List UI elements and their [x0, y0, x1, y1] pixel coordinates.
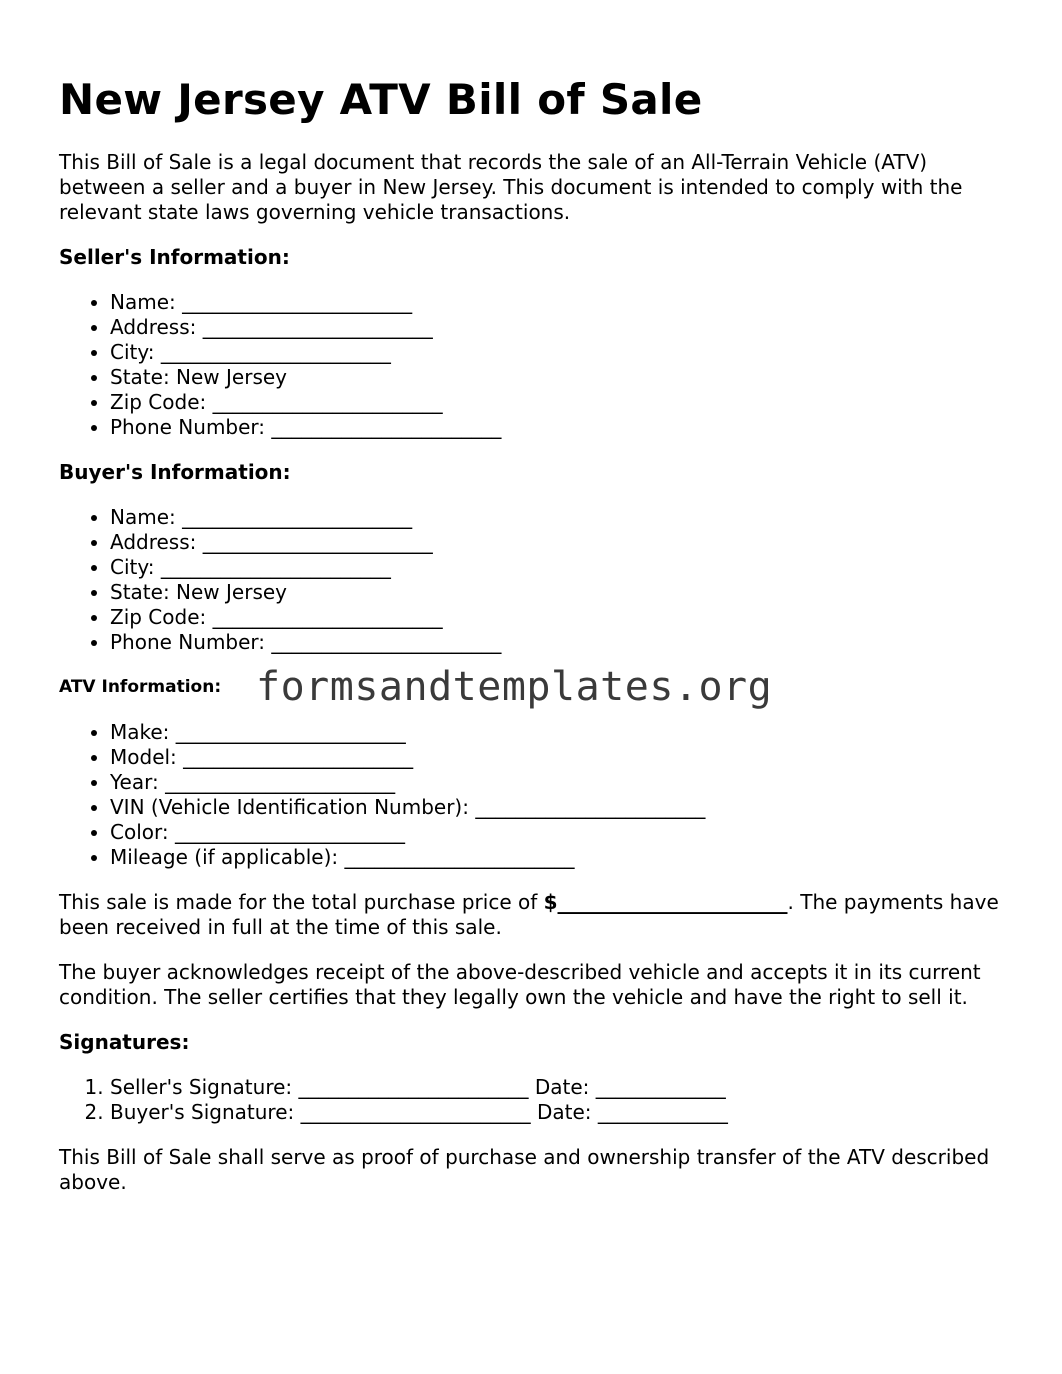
atv-heading-row	[59, 664, 1009, 710]
closing-paragraph: This Bill of Sale shall serve as proof of purchase and ownership transfer of the ATV described above.	[59, 1145, 990, 1194]
watermark: formsandtemplates.org	[256, 664, 773, 710]
atv-make-field: • Make: _______________________	[110, 720, 1009, 745]
intro-paragraph: This Bill of Sale is a legal document that records the sale of an All-Terrain Vehicle (ATV) between a seller and a buyer in New Jersey. This document is intended to comply with the relevant state laws governing vehicle transactions.	[59, 150, 963, 224]
seller-info-list	[59, 290, 1009, 440]
buyer-city-field: • City: _______________________	[110, 555, 1009, 580]
buyer-section-heading: Buyer's Information:	[59, 460, 291, 484]
atv-vin-field: • VIN (Vehicle Identification Number): _______________________	[110, 795, 1009, 820]
atv-mileage-field: • Mileage (if applicable): _______________________	[110, 845, 1009, 870]
buyer-address-field: • Address: _______________________	[110, 530, 1009, 555]
acknowledgement-paragraph: The buyer acknowledges receipt of the above-described vehicle and accepts it in its current condition. The seller certifies that they legally own the vehicle and have the right to sell it.	[59, 960, 981, 1009]
seller-zip-field: • Zip Code: _______________________	[110, 390, 1009, 415]
price-paragraph	[59, 890, 1009, 940]
atv-year-field: • Year: _______________________	[110, 770, 1009, 795]
seller-city-field: • City: _______________________	[110, 340, 1009, 365]
buyer-signature-line: 2. Buyer's Signature: _______________________ Date: _____________	[110, 1100, 1009, 1125]
buyer-name-field: • Name: _______________________	[110, 505, 1009, 530]
seller-name-field: • Name: _______________________	[110, 290, 1009, 315]
signatures-list	[59, 1075, 1009, 1125]
atv-info-list	[59, 720, 1009, 870]
seller-state-field: • State: New Jersey	[110, 365, 1009, 390]
buyer-state-field: • State: New Jersey	[110, 580, 1009, 605]
buyer-phone-field: • Phone Number: _______________________	[110, 630, 1009, 655]
document-title: New Jersey ATV Bill of Sale	[59, 75, 703, 124]
price-amount-field: $_______________________	[543, 890, 788, 914]
seller-address-field: • Address: _______________________	[110, 315, 1009, 340]
atv-model-field: • Model: _______________________	[110, 745, 1009, 770]
price-text-after: . The payments have been received in full at the time of this sale.	[59, 890, 999, 939]
buyer-zip-field: • Zip Code: _______________________	[110, 605, 1009, 630]
signatures-section-heading: Signatures:	[59, 1030, 190, 1054]
atv-color-field: • Color: _______________________	[110, 820, 1009, 845]
seller-section-heading: Seller's Information:	[59, 245, 290, 269]
seller-signature-line: 1. Seller's Signature: _______________________ Date: _____________	[110, 1075, 1009, 1100]
seller-phone-field: • Phone Number: _______________________	[110, 415, 1009, 440]
atv-section-heading: ATV Information:	[59, 677, 222, 697]
price-text-before: This sale is made for the total purchase price of	[59, 890, 544, 914]
buyer-info-list	[59, 505, 1009, 655]
document-page	[59, 70, 1009, 1215]
